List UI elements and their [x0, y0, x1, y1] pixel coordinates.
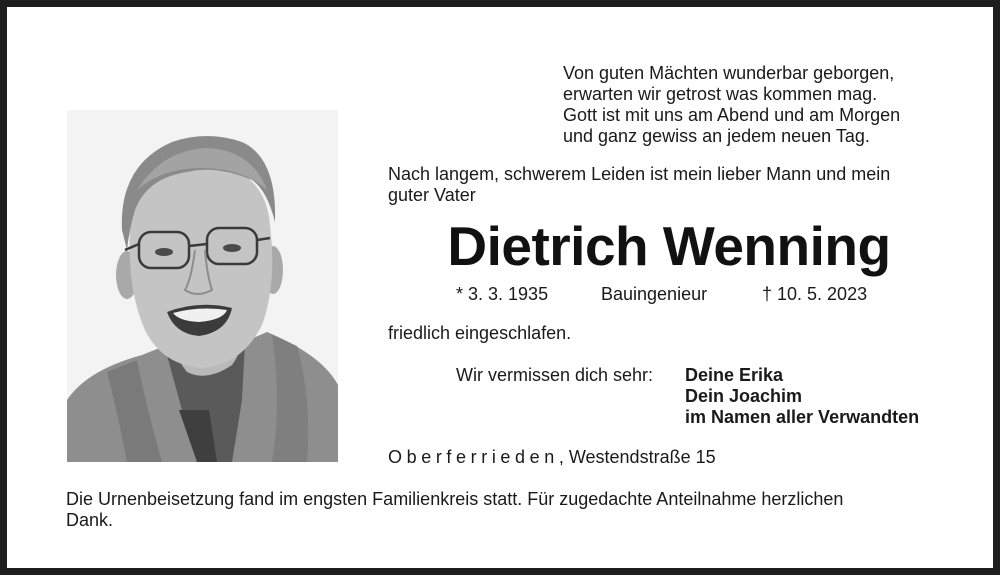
- deceased-name: Dietrich Wenning: [447, 215, 891, 277]
- mourners-list: [685, 365, 919, 428]
- intro-line: guter Vater: [388, 185, 476, 205]
- intro-text: [388, 164, 890, 206]
- poem-line: und ganz gewiss an jedem neuen Tag.: [563, 126, 870, 146]
- poem-line: Von guten Mächten wunderbar geborgen,: [563, 63, 895, 83]
- burial-line: Dank.: [66, 510, 114, 530]
- mourner-name: im Namen aller Verwandten: [685, 407, 920, 427]
- poem: [563, 63, 900, 147]
- address-street: , Westendstraße 15: [558, 447, 716, 467]
- poem-line: Gott ist mit uns am Abend und am Morgen: [563, 105, 901, 125]
- death-date: † 10. 5. 2023: [762, 284, 868, 304]
- intro-line: Nach langem, schwerem Leiden ist mein lieber Mann und mein: [388, 164, 891, 184]
- burial-note: [66, 489, 843, 531]
- mourner-name: Deine Erika: [685, 365, 784, 385]
- address-town: Oberferrieden: [388, 447, 559, 467]
- passing-text: friedlich eingeschlafen.: [388, 323, 572, 343]
- poem-line: erwarten wir getrost was kommen mag.: [563, 84, 878, 104]
- birth-date: * 3. 3. 1935: [456, 284, 549, 304]
- portrait-photo: [67, 110, 338, 462]
- address: [388, 447, 716, 468]
- mourners-label: Wir vermissen dich sehr:: [456, 365, 654, 385]
- mourner-name: Dein Joachim: [685, 386, 803, 406]
- burial-line: Die Urnenbeisetzung fand im engsten Familienkreis statt. Für zugedachte Anteilnahme herzlichen: [66, 489, 844, 509]
- profession: Bauingenieur: [601, 284, 708, 304]
